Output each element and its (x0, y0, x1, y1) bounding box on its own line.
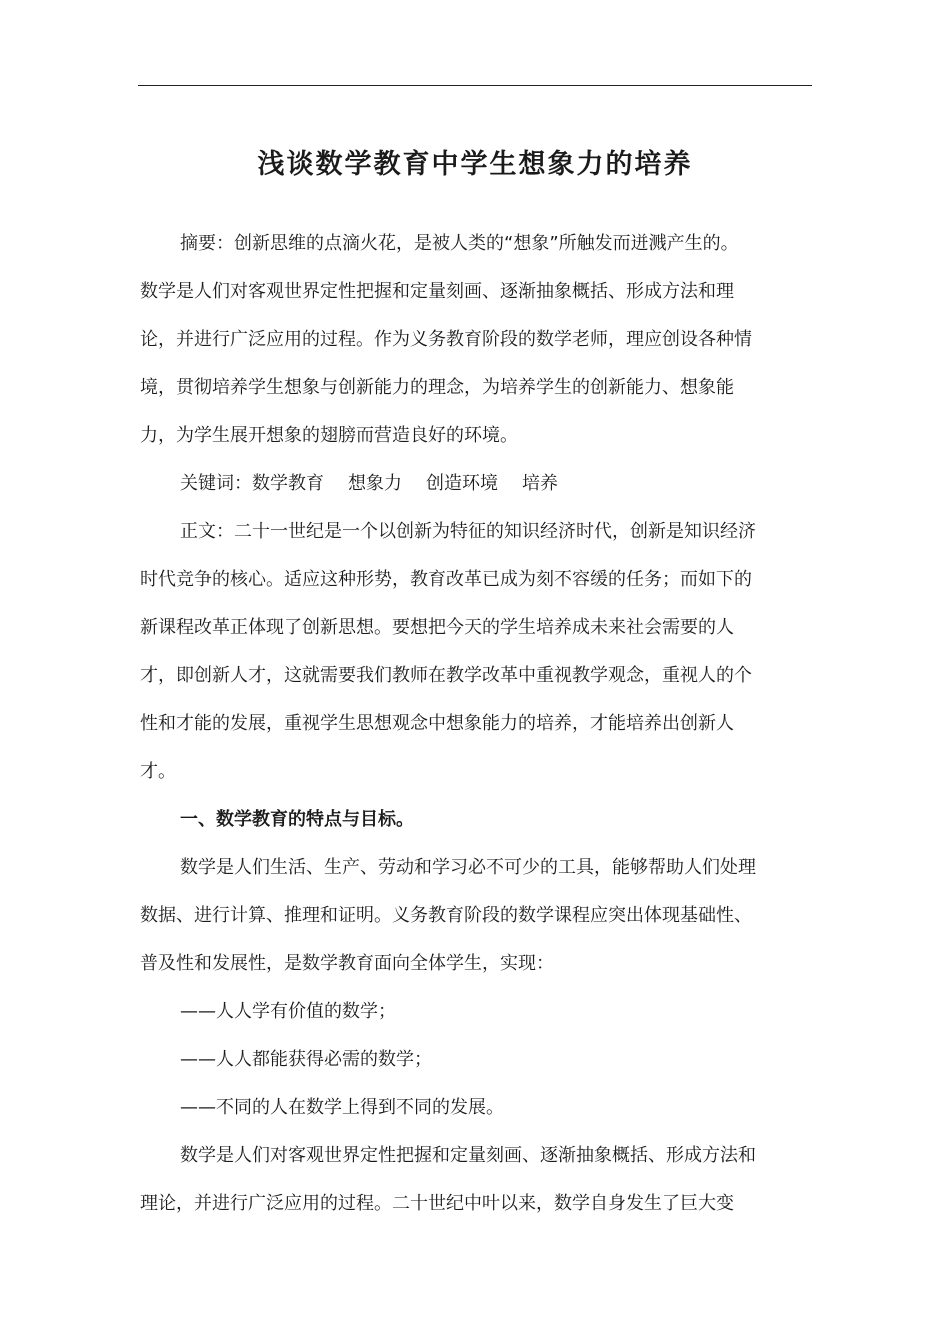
body-line: 新课程改革正体现了创新思想。要想把今天的学生培养成未来社会需要的人 (140, 617, 734, 638)
body-line: 正文：二十一世纪是一个以创新为特征的知识经济时代，创新是知识经济 (180, 521, 756, 542)
abstract-line: 数学是人们对客观世界定性把握和定量刻画、逐渐抽象概括、形成方法和理 (140, 281, 734, 302)
keyword: 创造环境 (426, 473, 498, 494)
section-line: 数据、进行计算、推理和证明。义务教育阶段的数学课程应突出体现基础性、 (140, 905, 752, 926)
abstract-line: 力，为学生展开想象的翅膀而营造良好的环境。 (140, 425, 518, 446)
section-line: 数学是人们生活、生产、劳动和学习必不可少的工具，能够帮助人们处理 (180, 857, 756, 878)
list-item: ——人人都能获得必需的数学； (180, 1049, 432, 1070)
closing-line: 数学是人们对客观世界定性把握和定量刻画、逐渐抽象概括、形成方法和 (180, 1145, 756, 1166)
body-line: 性和才能的发展，重视学生思想观念中想象能力的培养，才能培养出创新人 (140, 713, 734, 734)
list-item: ——人人学有价值的数学； (180, 1001, 396, 1022)
header-rule (138, 85, 812, 86)
document-body (140, 220, 800, 1228)
abstract-line: 论，并进行广泛应用的过程。作为义务教育阶段的数学老师，理应创设各种情 (140, 329, 752, 350)
body-line: 才。 (140, 761, 176, 782)
section-heading: 一、数学教育的特点与目标。 (180, 809, 414, 830)
list-item: ——不同的人在数学上得到不同的发展。 (180, 1097, 504, 1118)
closing-line: 理论，并进行广泛应用的过程。二十世纪中叶以来，数学自身发生了巨大变 (140, 1193, 734, 1214)
keywords-line (140, 460, 800, 508)
keyword: 想象力 (348, 473, 402, 494)
keyword: 数学教育 (252, 473, 324, 494)
body-line: 时代竞争的核心。适应这种形势，教育改革已成为刻不容缓的任务；而如下的 (140, 569, 752, 590)
abstract-line: 境，贯彻培养学生想象与创新能力的理念，为培养学生的创新能力、想象能 (140, 377, 734, 398)
keywords-label: 关键词： (180, 473, 252, 494)
body-line: 才，即创新人才，这就需要我们教师在教学改革中重视教学观念，重视人的个 (140, 665, 752, 686)
keyword: 培养 (522, 473, 558, 494)
abstract-line: 摘要：创新思维的点滴火花，是被人类的“想象”所触发而迸溅产生的。 (180, 233, 739, 254)
section-line: 普及性和发展性，是数学教育面向全体学生，实现： (140, 953, 554, 974)
document-title: 浅谈数学教育中学生想象力的培养 (257, 149, 693, 180)
